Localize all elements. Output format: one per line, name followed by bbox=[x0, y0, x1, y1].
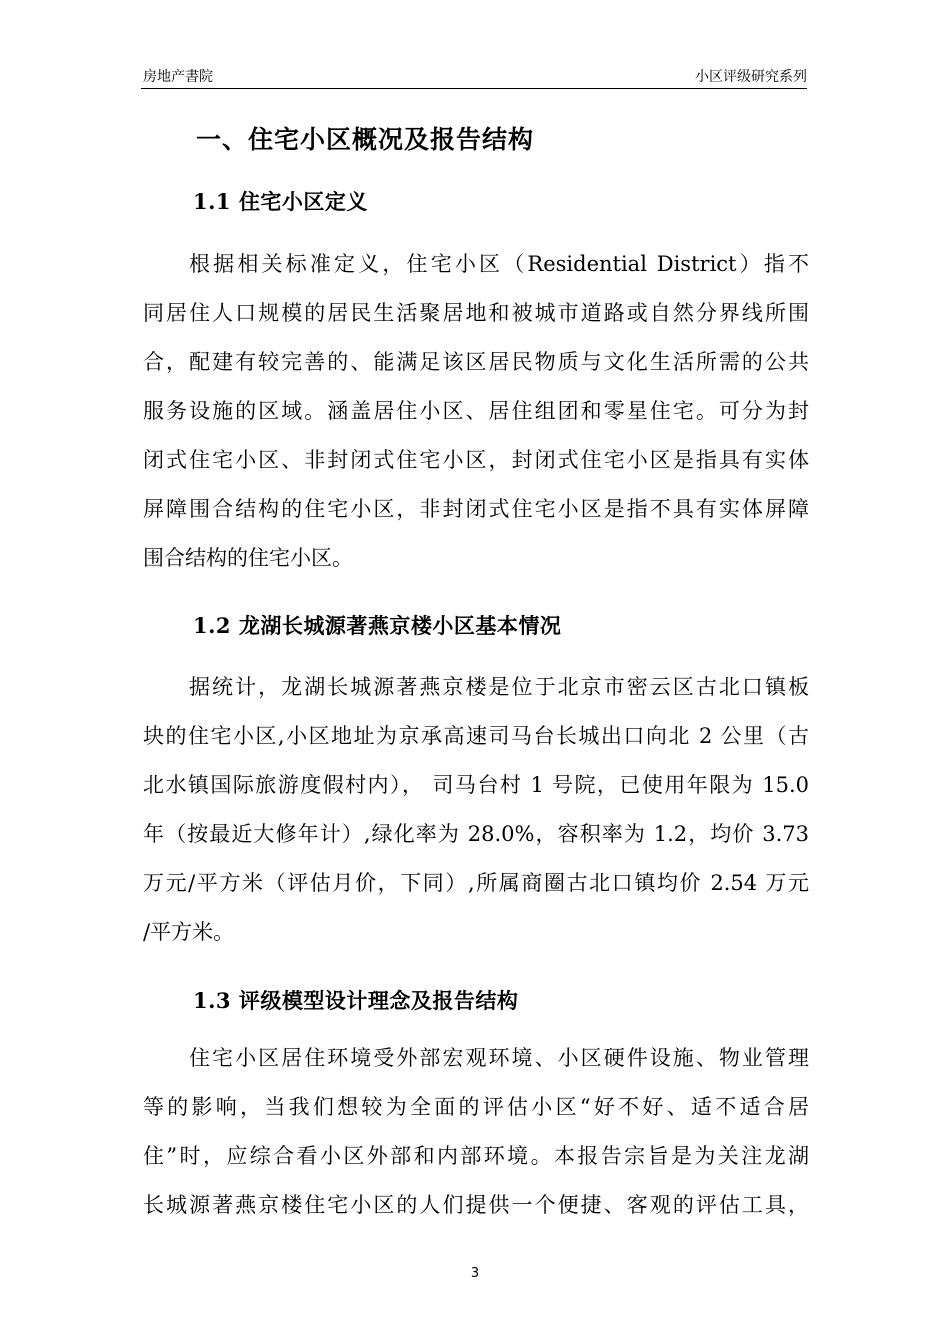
header-right-title: 小区评级研究系列 bbox=[695, 69, 807, 85]
section-1-1-paragraph bbox=[143, 240, 809, 583]
section-1-2-paragraph bbox=[143, 663, 809, 957]
paragraph-line: 同居住人口规模的居民生活聚居地和被城市道路或自然分界线所围 bbox=[143, 301, 809, 325]
header-left-title: 房地产書院 bbox=[143, 69, 213, 85]
page-number: 3 bbox=[470, 1266, 480, 1281]
header-divider bbox=[141, 88, 807, 89]
paragraph-line: 万元/平方米（评估月价，下同）,所属商圈古北口镇均价 2.54 万元 bbox=[143, 871, 809, 895]
paragraph-line: 等的影响，当我们想较为全面的评估小区“好不好、适不适合居 bbox=[143, 1095, 809, 1119]
paragraph-line: 住宅小区居住环境受外部宏观环境、小区硬件设施、物业管理 bbox=[189, 1046, 809, 1070]
paragraph-line: 屏障围合结构的住宅小区，非封闭式住宅小区是指不具有实体屏障 bbox=[143, 497, 809, 521]
paragraph-line: /平方米。 bbox=[143, 920, 235, 944]
chapter-heading: 一、住宅小区概况及报告结构 bbox=[196, 125, 535, 154]
paragraph-line: 合，配建有较完善的、能满足该区居民物质与文化生活所需的公共 bbox=[143, 350, 809, 374]
paragraph-line: 年（按最近大修年计）,绿化率为 28.0%，容积率为 1.2，均价 3.73 bbox=[143, 822, 809, 846]
paragraph-line: 长城源著燕京楼住宅小区的人们提供一个便捷、客观的评估工具， bbox=[143, 1193, 809, 1217]
section-1-3-paragraph bbox=[143, 1034, 809, 1230]
section-1-3-title: 1.3 评级模型设计理念及报告结构 bbox=[193, 988, 519, 1013]
paragraph-line: 服务设施的区域。涵盖居住小区、居住组团和零星住宅。可分为封 bbox=[143, 399, 809, 423]
paragraph-line: 闭式住宅小区、非封闭式住宅小区，封闭式住宅小区是指具有实体 bbox=[143, 448, 809, 472]
paragraph-line: 住”时，应综合看小区外部和内部环境。本报告宗旨是为关注龙湖 bbox=[143, 1144, 809, 1168]
paragraph-line: 北水镇国际旅游度假村内）， 司马台村 1 号院，已使用年限为 15.0 bbox=[143, 773, 809, 797]
paragraph-line: 围合结构的住宅小区。 bbox=[143, 546, 353, 570]
paragraph-line: 据统计，龙湖长城源著燕京楼是位于北京市密云区古北口镇板 bbox=[189, 675, 809, 699]
paragraph-line: 块的住宅小区,小区地址为京承高速司马台长城出口向北 2 公里（古 bbox=[143, 724, 809, 748]
section-1-1-title: 1.1 住宅小区定义 bbox=[193, 189, 368, 214]
section-1-2-title: 1.2 龙湖长城源著燕京楼小区基本情况 bbox=[193, 613, 562, 638]
paragraph-line: 根据相关标准定义，住宅小区（Residential District）指不 bbox=[189, 252, 809, 276]
